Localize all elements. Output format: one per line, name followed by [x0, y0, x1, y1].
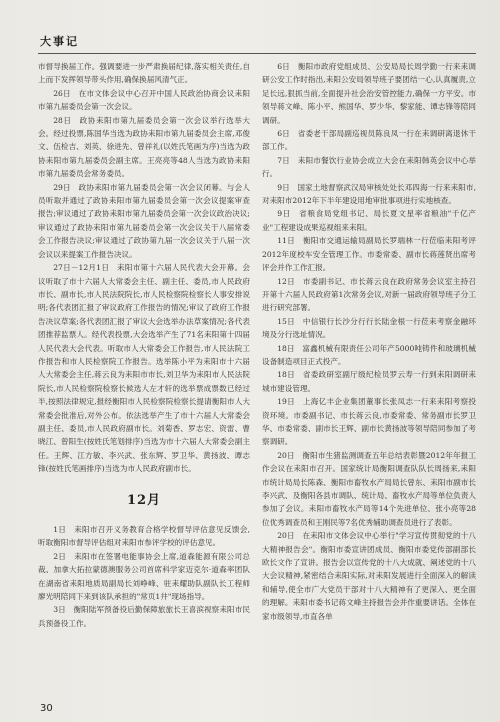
event-entry: 1日 耒阳市召开义务教育合格学校督导评估意见反馈会,听取衡阳市督导评估组对耒阳市参评学校的评估意见。	[38, 525, 250, 548]
event-entry: 12日 市委副书记、市长蒋云良在政府常务会议室主持召开第十六届人民政府第1次常务会议,对新一届政府领导班子分工进行研究部署。	[262, 276, 476, 313]
event-entry: 20日 在耒阳市文体会议中心举行"学习宣传贯彻党的十八大精神报告会"。衡阳市委宣讲团成员、衡阳市委党传部副部长欧长文作了宣讲。报告会以宣传党的十八大成就、阐述党的十八大会议精神,紧密结合耒阳实际,对耒阳发展进行全面深入的解读和辅导,使全市广大党员干部对十八大精神有了更深入、更全面的理解。耒阳市委书记蒋文峰主持报告会并作重要讲话。全体在家市级领导,市直各单	[262, 531, 476, 621]
header-divider	[38, 53, 476, 54]
event-entry: 9日 国家土地督察武汉局审核处处长邓四海一行来耒阳市,对耒阳市2012年下半年建设用地审批事项进行实地核查。	[262, 182, 476, 206]
event-entry: 市督导换届工作。强调要进一步严肃换届纪律,落实相关责任,自上而下发挥领导带头作用,确保换届风清气正。	[38, 62, 250, 85]
event-entry: 2日 耒阳市在签署电能事协会上席,道森能源有限公司总裁、加拿大拓拉蒙德澳服务公司首席科学家迈克尔·道森率团队在湖南省耒阳地质局副局长刘峥峰、驻耒耀助队副队长工程师廖光明陪同下来到该队承担的"常页1井"现场指导。	[38, 551, 250, 602]
event-entry: 3日 衡阳陆军预备役后勤保障旅旅长王喜滨视察耒阳市民兵预备役工作。	[38, 605, 250, 628]
left-column	[38, 60, 250, 630]
event-entry: 6日 省委老干部局副巡视员陈良凤一行在耒调研离退休干部工作。	[262, 129, 476, 152]
event-entry: 7日 耒阳市餐饮行业协会成立大会在耒阳韩英会议中心举行。	[262, 155, 476, 179]
event-entry: 26日 在市文体会议中心召开中国人民政治协商会议耒阳市第九届委员会第一次会议。	[38, 88, 250, 112]
event-entry: 29日 政协耒阳市第九届委员会第一次会议闭幕。与会人员听取并通过了政协耒阳市第九届委员会第一次会议提案审查报告;审议通过了政协耒阳市第九届委员会第一次会议政治决议;审议通过了政协耒阳市第九届委员会第一次会议关于八届常委会工作报告决议;审议通过了政协第九届一次会议关于八届一次会议以来提案工作报告决议。	[38, 182, 250, 259]
event-entry: 20日 衡阳市生猪监测调查五年总结表彰暨2012年年报工作会议在耒阳市召开。国家统计局衡阳调查队队长周扬来,耒阳市统计局局长陈森、衡阳市畜牧水产局局长曾东、耒阳市副市长李兴武、及衡阳各县市调队、统计局、畜牧水产局等单位负责人参加了会议。耒阳市畜牧水产局等14个先进单位、张小亮等28位优秀调查员和王刚民等7名优秀辅助调查员进行了表彰。	[262, 450, 476, 527]
event-entry: 28日 政协耒阳市第九届委员会第一次会议举行选举大会。经过投票,陈国华当选为政协耒阳市第九届委员会主席,邓俊文、伍检吉、刘英、徐进先、曾祥礼(以姓氏笔画为序)当选为政协耒阳市第九届委员会副主席。王亮亮等48人当选为政协耒阳市第九届委员会常务委员。	[38, 115, 250, 179]
right-column	[262, 60, 476, 623]
event-entry: 18日 富鑫机械有限责任公司年产5000吨铸件和玻璃机械设备制造项目正式投产。	[262, 343, 476, 366]
event-entry: 19日 上海亿丰企业集团董事长张凤志一行来耒阳考察投资环境。市委副书记、市长蒋云良,市委常委、常务副市长罗卫华、市委常委、副市长王辉、副市长黄扬波等领导陪同参加了考察调研。	[262, 397, 476, 447]
event-entry: 6日 衡阳市政府党组成员、公安局局长周学勤一行来耒调研公安工作时指出,耒阳公安局领导班子要团结一心,认真履责,立足长远,狠抓当前,全面提升社会治安管控能力,确保一方平安。市领导蒋文峰、陈小平、熊国华、罗少华、黎家能、谭志锋等陪同调研。	[262, 62, 476, 125]
event-entry: 27日－12月1日 耒阳市第十六届人民代表大会开幕。会议听取了市十六届人大常委会主任、副主任、委员,市人民政府市长、副市长,市人民法院院长,市人民检察院检察长人事安排说明;各代表团汇报了审议政府工作报告的情况;审议了政府工作报告决议草案;各代表团汇报了审议大会选举办法草案情况;各代表团推荐监票人。经代表投票,大会选举产生了71名耒阳第十四届人民代表大会代表。听取市人大常委会工作报告,市人民法院工作报告和市人民检察院工作报告。选举陈小平为耒阳市十六届人大常委会主任,蒋云良为耒阳市市长,刘卫华为耒阳市人民法院院长,市人民检察院检察长候选人左才轩的选举票成票数已经过半,按照法律规定,报经衡阳市人民检察院检察长提请衡阳市人大常委会批准后,对外公布。依法选举产生了市十六届人大常委会副主任、委员,市人民政府副市长。刘菊香、罗志宏、资雷、曹晓江、曾阳生(按姓氏笔划排序)当选为市十六届人大常委会副主任。王辉、江方敏、李兴武、张东辉、罗卫华、黄扬波、谭志锋(按姓氏笔画排序)当选为市人民政府副市长。	[38, 263, 250, 474]
event-entry: 15日 中信银行长沙分行行长陆金根一行莅耒考察金融环境及分行选址情况。	[262, 316, 476, 340]
event-entry: 9日 省粮食局党组书记、局长夏文星率省粮油"千亿产业"工程建设成果巡视组来耒阳。	[262, 209, 476, 232]
page-header-title: 大事记	[40, 35, 79, 48]
page-number: 30	[40, 703, 53, 714]
event-entry: 11日 衡阳市交通运输局副局长罗端林一行莅临耒阳考评2012年度校车安全管理工作。市委常委、副市长蒋莲贤出席考评会并作工作汇报。	[262, 236, 476, 273]
event-entry: 18日 省委政研室副厅级纪检员罗云寿一行到耒阳调研耒城市建设管理。	[262, 370, 476, 393]
month-heading: 12月	[126, 492, 162, 508]
